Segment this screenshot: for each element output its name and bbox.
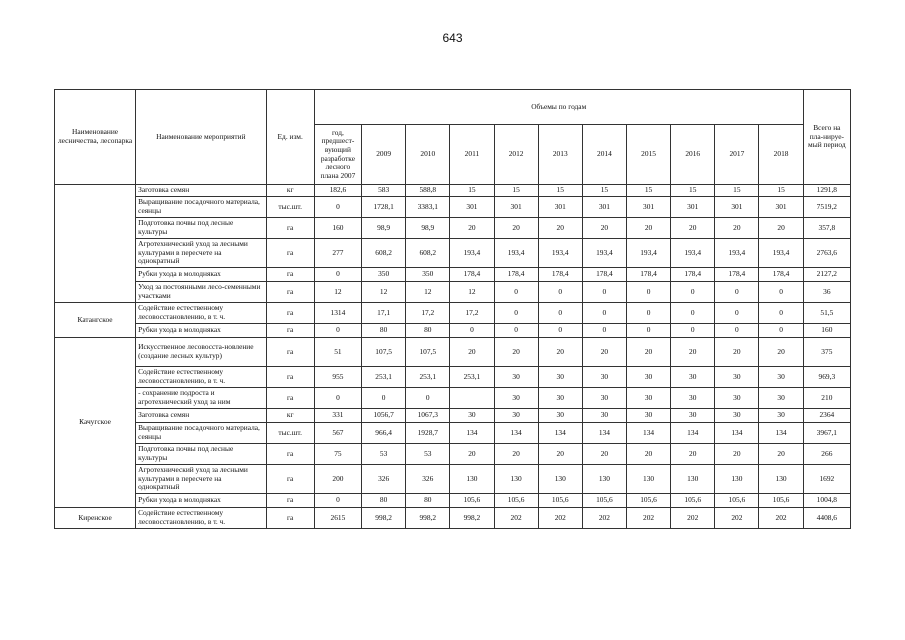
- value-cell: 20: [494, 218, 538, 239]
- table-row: [55, 409, 851, 423]
- total-cell: 51,5: [803, 303, 850, 324]
- value-cell: 130: [582, 465, 626, 494]
- value-cell: 998,2: [406, 508, 450, 529]
- value-cell: 178,4: [715, 268, 759, 282]
- value-cell: 1067,3: [406, 409, 450, 423]
- value-cell: 0: [671, 282, 715, 303]
- value-cell: 0: [494, 324, 538, 338]
- value-cell: 0: [314, 197, 361, 218]
- value-cell: 253,1: [362, 367, 406, 388]
- value-cell: 301: [715, 197, 759, 218]
- value-cell: 0: [406, 388, 450, 409]
- value-cell: 53: [362, 444, 406, 465]
- value-cell: 20: [494, 444, 538, 465]
- header-year: 2010: [406, 125, 450, 185]
- unit-cell: тыс.шт.: [266, 197, 314, 218]
- value-cell: 30: [538, 388, 582, 409]
- value-cell: 130: [759, 465, 803, 494]
- value-cell: 0: [494, 303, 538, 324]
- unit-cell: га: [266, 324, 314, 338]
- value-cell: 0: [314, 268, 361, 282]
- value-cell: 105,6: [538, 494, 582, 508]
- value-cell: 20: [582, 338, 626, 367]
- value-cell: 20: [671, 444, 715, 465]
- table-row: [55, 338, 851, 367]
- value-cell: 0: [314, 494, 361, 508]
- value-cell: 0: [715, 303, 759, 324]
- total-cell: 2763,6: [803, 239, 850, 268]
- value-cell: 130: [494, 465, 538, 494]
- value-cell: 0: [314, 324, 361, 338]
- value-cell: 567: [314, 423, 361, 444]
- unit-cell: кг: [266, 409, 314, 423]
- value-cell: 1314: [314, 303, 361, 324]
- activity-cell: Содействие естественному лесовосстановлению, в т. ч.: [136, 367, 266, 388]
- value-cell: 301: [450, 197, 494, 218]
- value-cell: [450, 388, 494, 409]
- value-cell: 17,2: [450, 303, 494, 324]
- value-cell: 350: [406, 268, 450, 282]
- total-cell: 266: [803, 444, 850, 465]
- value-cell: 178,4: [759, 268, 803, 282]
- value-cell: 30: [538, 409, 582, 423]
- value-cell: 202: [671, 508, 715, 529]
- unit-cell: га: [266, 303, 314, 324]
- value-cell: 12: [450, 282, 494, 303]
- value-cell: 20: [494, 338, 538, 367]
- value-cell: 80: [362, 324, 406, 338]
- value-cell: 15: [494, 185, 538, 197]
- table-row: [55, 423, 851, 444]
- value-cell: 30: [582, 367, 626, 388]
- forestry-name: Качугское: [55, 338, 136, 508]
- value-cell: 178,4: [538, 268, 582, 282]
- value-cell: 98,9: [362, 218, 406, 239]
- activity-cell: Агротехнический уход за лесными культурами в пересчете на однократный: [136, 465, 266, 494]
- table-row: [55, 324, 851, 338]
- table-row: [55, 282, 851, 303]
- value-cell: 0: [759, 282, 803, 303]
- value-cell: 30: [450, 409, 494, 423]
- total-cell: 2127,2: [803, 268, 850, 282]
- value-cell: 75: [314, 444, 361, 465]
- table-row: [55, 388, 851, 409]
- value-cell: 0: [582, 303, 626, 324]
- value-cell: 30: [582, 388, 626, 409]
- value-cell: 350: [362, 268, 406, 282]
- value-cell: 20: [450, 218, 494, 239]
- value-cell: 98,9: [406, 218, 450, 239]
- value-cell: 0: [582, 282, 626, 303]
- activity-cell: Искусственное лесовосста-новление (создание лесных культур): [136, 338, 266, 367]
- value-cell: 20: [715, 444, 759, 465]
- value-cell: 105,6: [582, 494, 626, 508]
- value-cell: 134: [494, 423, 538, 444]
- value-cell: 0: [450, 324, 494, 338]
- value-cell: 30: [494, 409, 538, 423]
- value-cell: 30: [626, 409, 670, 423]
- value-cell: 105,6: [759, 494, 803, 508]
- value-cell: 193,4: [450, 239, 494, 268]
- value-cell: 20: [450, 444, 494, 465]
- total-cell: 1004,8: [803, 494, 850, 508]
- value-cell: 202: [715, 508, 759, 529]
- header-year: 2011: [450, 125, 494, 185]
- value-cell: 182,6: [314, 185, 361, 197]
- value-cell: 17,1: [362, 303, 406, 324]
- value-cell: 0: [538, 282, 582, 303]
- value-cell: 20: [671, 218, 715, 239]
- activity-cell: Рубки ухода в молодняках: [136, 494, 266, 508]
- header-year: 2015: [626, 125, 670, 185]
- value-cell: 20: [626, 218, 670, 239]
- value-cell: 134: [582, 423, 626, 444]
- forestry-name: Киренское: [55, 508, 136, 529]
- total-cell: 4408,6: [803, 508, 850, 529]
- value-cell: 30: [715, 388, 759, 409]
- value-cell: 20: [759, 218, 803, 239]
- value-cell: 130: [715, 465, 759, 494]
- value-cell: 12: [362, 282, 406, 303]
- unit-cell: га: [266, 239, 314, 268]
- value-cell: 20: [759, 444, 803, 465]
- value-cell: 51: [314, 338, 361, 367]
- value-cell: 966,4: [362, 423, 406, 444]
- activity-cell: Выращивание посадочного материала, сеянцы: [136, 423, 266, 444]
- page-number: 643: [442, 31, 463, 45]
- value-cell: 160: [314, 218, 361, 239]
- activity-cell: Заготовка семян: [136, 409, 266, 423]
- value-cell: 253,1: [450, 367, 494, 388]
- value-cell: 30: [715, 367, 759, 388]
- value-cell: 20: [715, 338, 759, 367]
- value-cell: 998,2: [450, 508, 494, 529]
- value-cell: 30: [538, 367, 582, 388]
- value-cell: 80: [406, 494, 450, 508]
- value-cell: 0: [538, 324, 582, 338]
- value-cell: 30: [759, 367, 803, 388]
- value-cell: 20: [626, 338, 670, 367]
- value-cell: 193,4: [671, 239, 715, 268]
- activity-cell: Агротехнический уход за лесными культурами в пересчете на однократный: [136, 239, 266, 268]
- unit-cell: га: [266, 268, 314, 282]
- value-cell: 253,1: [406, 367, 450, 388]
- unit-cell: га: [266, 218, 314, 239]
- value-cell: 0: [626, 303, 670, 324]
- value-cell: 20: [538, 218, 582, 239]
- header-year: 2014: [582, 125, 626, 185]
- total-cell: 160: [803, 324, 850, 338]
- activity-cell: Рубки ухода в молодняках: [136, 324, 266, 338]
- value-cell: 130: [626, 465, 670, 494]
- value-cell: 15: [450, 185, 494, 197]
- table-row: [55, 465, 851, 494]
- total-cell: 375: [803, 338, 850, 367]
- value-cell: 20: [538, 444, 582, 465]
- value-cell: 326: [362, 465, 406, 494]
- value-cell: 20: [582, 444, 626, 465]
- value-cell: 15: [626, 185, 670, 197]
- value-cell: 301: [671, 197, 715, 218]
- value-cell: 20: [626, 444, 670, 465]
- header-unit: Ед. изм.: [266, 90, 314, 185]
- value-cell: 193,4: [582, 239, 626, 268]
- value-cell: 105,6: [494, 494, 538, 508]
- header-year: 2017: [715, 125, 759, 185]
- value-cell: 301: [582, 197, 626, 218]
- value-cell: 30: [626, 367, 670, 388]
- total-cell: 969,3: [803, 367, 850, 388]
- table-row: [55, 239, 851, 268]
- value-cell: 80: [406, 324, 450, 338]
- header-forestry: Наименование лесничества, лесопарка: [55, 90, 136, 185]
- value-cell: 583: [362, 185, 406, 197]
- unit-cell: га: [266, 494, 314, 508]
- header-activity: Наименование мероприятий: [136, 90, 266, 185]
- value-cell: 0: [671, 324, 715, 338]
- total-cell: 2364: [803, 409, 850, 423]
- value-cell: 53: [406, 444, 450, 465]
- value-cell: 193,4: [715, 239, 759, 268]
- total-cell: 1291,8: [803, 185, 850, 197]
- value-cell: 202: [582, 508, 626, 529]
- value-cell: 588,8: [406, 185, 450, 197]
- value-cell: 30: [494, 367, 538, 388]
- value-cell: 202: [494, 508, 538, 529]
- total-cell: 36: [803, 282, 850, 303]
- value-cell: 30: [715, 409, 759, 423]
- value-cell: 15: [715, 185, 759, 197]
- activity-cell: Подготовка почвы под лесные культуры: [136, 218, 266, 239]
- forest-plan-table: [54, 89, 851, 529]
- value-cell: 193,4: [759, 239, 803, 268]
- activity-cell: Уход за постоянными лесо-семенными участками: [136, 282, 266, 303]
- unit-cell: кг: [266, 185, 314, 197]
- value-cell: 955: [314, 367, 361, 388]
- value-cell: 1728,1: [362, 197, 406, 218]
- table-row: [55, 197, 851, 218]
- value-cell: 30: [582, 409, 626, 423]
- value-cell: 3383,1: [406, 197, 450, 218]
- activity-cell: Рубки ухода в молодняках: [136, 268, 266, 282]
- value-cell: 193,4: [626, 239, 670, 268]
- header-year: 2012: [494, 125, 538, 185]
- value-cell: 130: [671, 465, 715, 494]
- total-cell: 210: [803, 388, 850, 409]
- table-row: [55, 494, 851, 508]
- total-cell: 3967,1: [803, 423, 850, 444]
- value-cell: 15: [582, 185, 626, 197]
- table-row: [55, 268, 851, 282]
- value-cell: 12: [314, 282, 361, 303]
- table-row: [55, 444, 851, 465]
- value-cell: 0: [715, 324, 759, 338]
- unit-cell: га: [266, 338, 314, 367]
- value-cell: 193,4: [538, 239, 582, 268]
- value-cell: 107,5: [362, 338, 406, 367]
- value-cell: 134: [759, 423, 803, 444]
- value-cell: 105,6: [450, 494, 494, 508]
- table-row: [55, 303, 851, 324]
- value-cell: 331: [314, 409, 361, 423]
- value-cell: 0: [314, 388, 361, 409]
- header-year: 2013: [538, 125, 582, 185]
- value-cell: 0: [626, 324, 670, 338]
- value-cell: 0: [362, 388, 406, 409]
- total-cell: 7519,2: [803, 197, 850, 218]
- value-cell: 134: [626, 423, 670, 444]
- value-cell: 30: [759, 388, 803, 409]
- value-cell: 105,6: [715, 494, 759, 508]
- header-volumes: Объемы по годам: [314, 90, 803, 125]
- value-cell: 0: [759, 324, 803, 338]
- value-cell: 608,2: [362, 239, 406, 268]
- value-cell: 134: [538, 423, 582, 444]
- value-cell: 178,4: [626, 268, 670, 282]
- total-cell: 1692: [803, 465, 850, 494]
- header-year: 2016: [671, 125, 715, 185]
- value-cell: 1928,7: [406, 423, 450, 444]
- value-cell: 608,2: [406, 239, 450, 268]
- value-cell: 998,2: [362, 508, 406, 529]
- value-cell: 20: [671, 338, 715, 367]
- value-cell: 130: [450, 465, 494, 494]
- activity-cell: Подготовка почвы под лесные культуры: [136, 444, 266, 465]
- value-cell: 0: [538, 303, 582, 324]
- value-cell: 193,4: [494, 239, 538, 268]
- value-cell: 202: [538, 508, 582, 529]
- value-cell: 30: [626, 388, 670, 409]
- value-cell: 0: [759, 303, 803, 324]
- table-row: [55, 508, 851, 529]
- value-cell: 0: [671, 303, 715, 324]
- value-cell: 80: [362, 494, 406, 508]
- value-cell: 0: [626, 282, 670, 303]
- value-cell: 0: [715, 282, 759, 303]
- forestry-name: Катангское: [55, 303, 136, 338]
- value-cell: 326: [406, 465, 450, 494]
- unit-cell: га: [266, 465, 314, 494]
- value-cell: 301: [759, 197, 803, 218]
- value-cell: 2615: [314, 508, 361, 529]
- table-row: [55, 218, 851, 239]
- value-cell: 30: [759, 409, 803, 423]
- table-row: [55, 367, 851, 388]
- header-total: Всего на пла-нируе-мый период: [803, 90, 850, 185]
- activity-cell: Содействие естественному лесовосстановлению, в т. ч.: [136, 303, 266, 324]
- value-cell: 134: [671, 423, 715, 444]
- unit-cell: га: [266, 444, 314, 465]
- total-cell: 357,8: [803, 218, 850, 239]
- activity-cell: - сохранение подроста и агротехнический уход за ним: [136, 388, 266, 409]
- value-cell: 301: [538, 197, 582, 218]
- value-cell: 0: [582, 324, 626, 338]
- unit-cell: га: [266, 282, 314, 303]
- unit-cell: га: [266, 508, 314, 529]
- value-cell: 0: [494, 282, 538, 303]
- value-cell: 178,4: [671, 268, 715, 282]
- activity-cell: Содействие естественному лесовосстановлению, в т. ч.: [136, 508, 266, 529]
- value-cell: 200: [314, 465, 361, 494]
- table-body: [55, 185, 851, 529]
- header-year: год, предшест-вующий разработке лесного плана 2007: [314, 125, 361, 185]
- value-cell: 20: [450, 338, 494, 367]
- unit-cell: га: [266, 388, 314, 409]
- value-cell: 202: [759, 508, 803, 529]
- value-cell: 301: [494, 197, 538, 218]
- table-header: [55, 90, 851, 185]
- value-cell: 30: [671, 388, 715, 409]
- value-cell: 12: [406, 282, 450, 303]
- forestry-name: [55, 185, 136, 303]
- value-cell: 107,5: [406, 338, 450, 367]
- value-cell: 301: [626, 197, 670, 218]
- value-cell: 20: [715, 218, 759, 239]
- value-cell: 202: [626, 508, 670, 529]
- value-cell: 30: [671, 409, 715, 423]
- header-year: 2009: [362, 125, 406, 185]
- value-cell: 17,2: [406, 303, 450, 324]
- value-cell: 178,4: [450, 268, 494, 282]
- value-cell: 15: [759, 185, 803, 197]
- value-cell: 105,6: [671, 494, 715, 508]
- value-cell: 30: [494, 388, 538, 409]
- value-cell: 20: [538, 338, 582, 367]
- value-cell: 20: [582, 218, 626, 239]
- value-cell: 277: [314, 239, 361, 268]
- value-cell: 130: [538, 465, 582, 494]
- table-row: [55, 185, 851, 197]
- value-cell: 178,4: [582, 268, 626, 282]
- value-cell: 134: [450, 423, 494, 444]
- value-cell: 30: [671, 367, 715, 388]
- activity-cell: Заготовка семян: [136, 185, 266, 197]
- activity-cell: Выращивание посадочного материала, сеянцы: [136, 197, 266, 218]
- unit-cell: тыс.шт.: [266, 423, 314, 444]
- value-cell: 1056,7: [362, 409, 406, 423]
- value-cell: 105,6: [626, 494, 670, 508]
- value-cell: 134: [715, 423, 759, 444]
- header-year: 2018: [759, 125, 803, 185]
- value-cell: 178,4: [494, 268, 538, 282]
- value-cell: 15: [538, 185, 582, 197]
- unit-cell: га: [266, 367, 314, 388]
- value-cell: 15: [671, 185, 715, 197]
- value-cell: 20: [759, 338, 803, 367]
